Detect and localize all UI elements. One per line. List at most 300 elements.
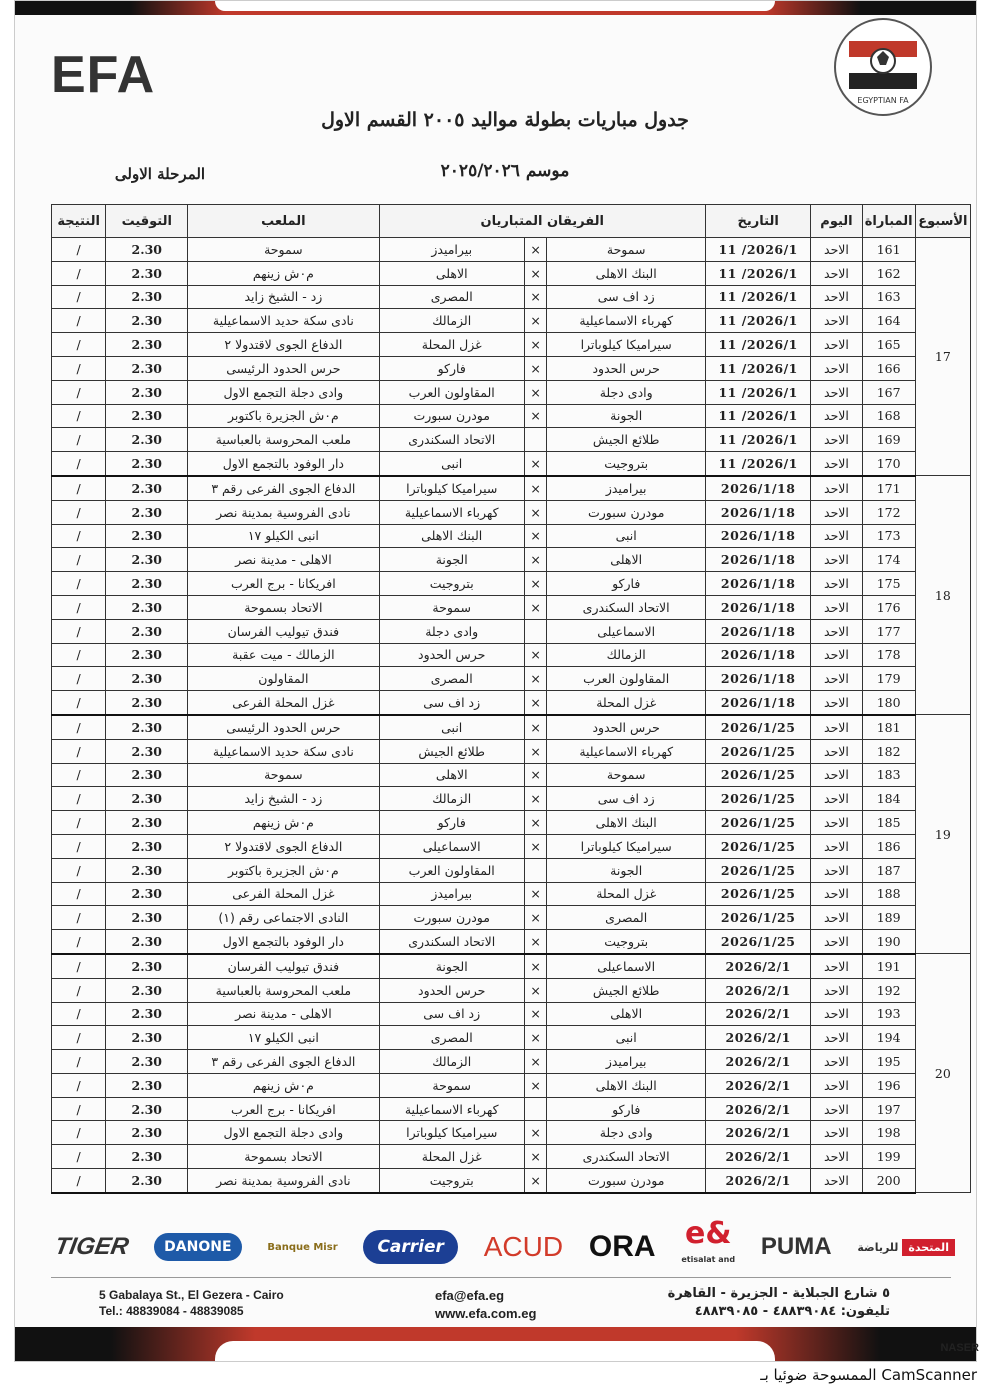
match-number: 180 xyxy=(862,691,915,715)
carrier-logo: Carrier xyxy=(363,1230,457,1264)
table-row xyxy=(52,811,971,835)
venue: م٠ش زينهم xyxy=(188,261,379,285)
match-number: 193 xyxy=(862,1002,915,1026)
away-team: الجونة xyxy=(379,954,524,978)
venue: ملعب المحروسة بالعباسية xyxy=(188,978,379,1002)
match-date: 2026/1/25 xyxy=(705,858,810,882)
bottom-color-band xyxy=(15,1327,976,1361)
col-week: الأسبوع xyxy=(915,205,970,238)
match-number: 192 xyxy=(862,978,915,1002)
match-day: الاحد xyxy=(811,380,862,404)
versus-mark: × xyxy=(524,500,547,524)
svg-text:EGYPTIAN FA: EGYPTIAN FA xyxy=(857,96,909,105)
match-number: 176 xyxy=(862,595,915,619)
away-team: البنك الاهلى xyxy=(379,524,524,548)
kickoff-time: 2.30 xyxy=(106,739,188,763)
tel-en-line: Tel.: 48839084 - 48839085 xyxy=(99,1304,244,1318)
table-row xyxy=(52,595,971,619)
efa-logo: EFA xyxy=(51,46,156,104)
footer-address-ar xyxy=(668,1285,890,1321)
venue: الاهلى - مدينة نصر xyxy=(188,1002,379,1026)
kickoff-time: 2.30 xyxy=(106,1073,188,1097)
match-day: الاحد xyxy=(811,500,862,524)
home-team: سموحة xyxy=(547,238,706,262)
venue: فندق تيوليب الفرسان xyxy=(188,954,379,978)
kickoff-time: 2.30 xyxy=(106,643,188,667)
table-row xyxy=(52,1050,971,1074)
table-row xyxy=(52,500,971,524)
match-date: 2026/1/25 xyxy=(705,882,810,906)
away-team: كهرباء الاسماعيلية xyxy=(379,1097,524,1121)
match-date: 2026/1/18 xyxy=(705,643,810,667)
venue: الدفاع الجوى لاقتدولا ٢ xyxy=(188,333,379,357)
match-day: الاحد xyxy=(811,906,862,930)
match-number: 179 xyxy=(862,667,915,691)
match-result: / xyxy=(52,811,106,835)
away-team: الاسماعيلى xyxy=(379,834,524,858)
versus-mark: × xyxy=(524,524,547,548)
united-sports-logo xyxy=(857,1239,955,1256)
match-date: 2026/2/1 xyxy=(705,978,810,1002)
match-number: 181 xyxy=(862,715,915,739)
kickoff-time: 2.30 xyxy=(106,452,188,476)
away-team: الزمالك xyxy=(379,309,524,333)
kickoff-time: 2.30 xyxy=(106,309,188,333)
versus-mark: × xyxy=(524,238,547,262)
match-number: 183 xyxy=(862,763,915,787)
match-date: 2026/1/18 xyxy=(705,524,810,548)
home-team: زد اف سى xyxy=(547,787,706,811)
banque-misr-logo: Banque Misr xyxy=(267,1241,338,1253)
match-date: 2026/2/1 xyxy=(705,1050,810,1074)
match-date: 2026/1/ 11 xyxy=(705,428,810,452)
table-row xyxy=(52,882,971,906)
home-team: بيراميدز xyxy=(547,476,706,500)
away-team: طلائع الجيش xyxy=(379,739,524,763)
match-result: / xyxy=(52,1073,106,1097)
match-day: الاحد xyxy=(811,834,862,858)
match-day: الاحد xyxy=(811,309,862,333)
match-date: 2026/1/25 xyxy=(705,811,810,835)
match-result: / xyxy=(52,1026,106,1050)
match-result: / xyxy=(52,356,106,380)
versus-mark: × xyxy=(524,1073,547,1097)
table-row xyxy=(52,978,971,1002)
kickoff-time: 2.30 xyxy=(106,667,188,691)
away-team: كهرباء الاسماعيلية xyxy=(379,500,524,524)
versus-mark: × xyxy=(524,1145,547,1169)
match-date: 2026/1/18 xyxy=(705,691,810,715)
etisalat-mark: e& xyxy=(684,1216,732,1251)
match-number: 177 xyxy=(862,619,915,643)
home-team: الاهلى xyxy=(547,548,706,572)
versus-mark xyxy=(524,1097,547,1121)
home-team: بتروجيت xyxy=(547,452,706,476)
match-day: الاحد xyxy=(811,356,862,380)
match-date: 2026/1/18 xyxy=(705,548,810,572)
kickoff-time: 2.30 xyxy=(106,1121,188,1145)
kickoff-time: 2.30 xyxy=(106,1002,188,1026)
table-row xyxy=(52,715,971,739)
match-date: 2026/1/ 11 xyxy=(705,261,810,285)
match-result: / xyxy=(52,619,106,643)
match-day: الاحد xyxy=(811,285,862,309)
away-team: زد اف سى xyxy=(379,691,524,715)
match-day: الاحد xyxy=(811,978,862,1002)
document-title: جدول مباريات بطولة مواليد ٢٠٠٥ القسم الاول xyxy=(321,109,689,131)
footer-contact xyxy=(435,1287,536,1323)
ora-logo: ORA xyxy=(588,1230,656,1263)
home-team: فاركو xyxy=(547,1097,706,1121)
venue: الدفاع الجوى لاقتدولا ٢ xyxy=(188,834,379,858)
venue: الزمالك - ميت عقبة xyxy=(188,643,379,667)
kickoff-time: 2.30 xyxy=(106,548,188,572)
versus-mark: × xyxy=(524,595,547,619)
versus-mark: × xyxy=(524,763,547,787)
venue: زد - الشيخ زايد xyxy=(188,285,379,309)
match-result: / xyxy=(52,834,106,858)
versus-mark: × xyxy=(524,667,547,691)
etisalat-sub: etisalat and xyxy=(681,1255,736,1264)
match-date: 2026/2/1 xyxy=(705,1073,810,1097)
match-day: الاحد xyxy=(811,404,862,428)
venue: م٠ش زينهم xyxy=(188,811,379,835)
match-number: 161 xyxy=(862,238,915,262)
footer-divider xyxy=(51,1277,951,1278)
match-date: 2026/2/1 xyxy=(705,954,810,978)
home-team: بيراميدز xyxy=(547,1050,706,1074)
match-date: 2026/1/ 11 xyxy=(705,333,810,357)
egyptian-fa-crest-icon xyxy=(827,13,939,121)
versus-mark: × xyxy=(524,1002,547,1026)
versus-mark: × xyxy=(524,1050,547,1074)
kickoff-time: 2.30 xyxy=(106,858,188,882)
table-row xyxy=(52,476,971,500)
table-row xyxy=(52,380,971,404)
match-result: / xyxy=(52,930,106,954)
away-team: الاتحاد السكندرى xyxy=(379,428,524,452)
address-en-line: 5 Gabalaya St., El Gezera - Cairo xyxy=(99,1288,284,1302)
match-result: / xyxy=(52,763,106,787)
match-day: الاحد xyxy=(811,858,862,882)
kickoff-time: 2.30 xyxy=(106,691,188,715)
match-number: 172 xyxy=(862,500,915,524)
match-number: 165 xyxy=(862,333,915,357)
match-result: / xyxy=(52,1121,106,1145)
versus-mark: × xyxy=(524,261,547,285)
match-number: 167 xyxy=(862,380,915,404)
match-result: / xyxy=(52,1169,106,1193)
match-day: الاحد xyxy=(811,739,862,763)
match-number: 178 xyxy=(862,643,915,667)
match-date: 2026/2/1 xyxy=(705,1169,810,1193)
away-team: سيراميكا كيلوباترا xyxy=(379,1121,524,1145)
match-result: / xyxy=(52,691,106,715)
match-date: 2026/1/25 xyxy=(705,739,810,763)
venue: نادى سكة حديد الاسماعيلية xyxy=(188,739,379,763)
home-team: حرس الحدود xyxy=(547,715,706,739)
match-result: / xyxy=(52,858,106,882)
match-number: 197 xyxy=(862,1097,915,1121)
match-number: 166 xyxy=(862,356,915,380)
kickoff-time: 2.30 xyxy=(106,1097,188,1121)
match-day: الاحد xyxy=(811,811,862,835)
match-number: 198 xyxy=(862,1121,915,1145)
match-result: / xyxy=(52,261,106,285)
away-team: الاتحاد السكندرى xyxy=(379,930,524,954)
col-date: التاريخ xyxy=(705,205,810,238)
kickoff-time: 2.30 xyxy=(106,428,188,452)
venue: الاهلى - مدينة نصر xyxy=(188,548,379,572)
versus-mark: × xyxy=(524,404,547,428)
table-row xyxy=(52,309,971,333)
table-row xyxy=(52,333,971,357)
home-team: الاتحاد السكندرى xyxy=(547,595,706,619)
match-date: 2026/1/25 xyxy=(705,930,810,954)
etisalat-logo xyxy=(681,1216,736,1273)
away-team: سيراميكا كيلوباترا xyxy=(379,476,524,500)
versus-mark xyxy=(524,428,547,452)
match-result: / xyxy=(52,1097,106,1121)
match-number: 189 xyxy=(862,906,915,930)
match-date: 2026/2/1 xyxy=(705,1145,810,1169)
table-row xyxy=(52,1169,971,1193)
venue: نادى الفروسية بمدينة نصر xyxy=(188,500,379,524)
match-result: / xyxy=(52,285,106,309)
match-day: الاحد xyxy=(811,261,862,285)
venue: سموحة xyxy=(188,763,379,787)
scanned-page xyxy=(14,0,977,1362)
table-row xyxy=(52,619,971,643)
kickoff-time: 2.30 xyxy=(106,763,188,787)
match-number: 174 xyxy=(862,548,915,572)
match-day: الاحد xyxy=(811,333,862,357)
match-number: 182 xyxy=(862,739,915,763)
venue: م٠ش الجزيرة باكتوبر xyxy=(188,404,379,428)
kickoff-time: 2.30 xyxy=(106,715,188,739)
away-team: المصرى xyxy=(379,285,524,309)
venue: غزل المحلة الفرعى xyxy=(188,691,379,715)
table-row xyxy=(52,404,971,428)
match-number: 195 xyxy=(862,1050,915,1074)
kickoff-time: 2.30 xyxy=(106,238,188,262)
away-team: بيراميدز xyxy=(379,238,524,262)
versus-mark: × xyxy=(524,978,547,1002)
versus-mark: × xyxy=(524,572,547,596)
kickoff-time: 2.30 xyxy=(106,787,188,811)
col-venue: الملعب xyxy=(188,205,379,238)
match-number: 170 xyxy=(862,452,915,476)
kickoff-time: 2.30 xyxy=(106,380,188,404)
website-link[interactable]: www.efa.com.eg xyxy=(435,1306,537,1321)
kickoff-time: 2.30 xyxy=(106,882,188,906)
match-day: الاحد xyxy=(811,787,862,811)
match-number: 175 xyxy=(862,572,915,596)
away-team: المقاولون العرب xyxy=(379,858,524,882)
match-date: 2026/2/1 xyxy=(705,1002,810,1026)
match-date: 2026/1/18 xyxy=(705,595,810,619)
puma-logo: PUMA xyxy=(760,1233,832,1260)
versus-mark: × xyxy=(524,906,547,930)
col-day: اليوم xyxy=(811,205,862,238)
match-date: 2026/1/18 xyxy=(705,667,810,691)
away-team: فاركو xyxy=(379,811,524,835)
match-number: 187 xyxy=(862,858,915,882)
kickoff-time: 2.30 xyxy=(106,595,188,619)
match-day: الاحد xyxy=(811,524,862,548)
match-date: 2026/2/1 xyxy=(705,1121,810,1145)
match-day: الاحد xyxy=(811,238,862,262)
versus-mark: × xyxy=(524,309,547,333)
table-row xyxy=(52,1002,971,1026)
match-day: الاحد xyxy=(811,548,862,572)
match-result: / xyxy=(52,882,106,906)
versus-mark: × xyxy=(524,739,547,763)
match-result: / xyxy=(52,906,106,930)
tel-ar-line: تليفون: ٤٨٨٣٩٠٨٤ - ٤٨٨٣٩٠٨٥ xyxy=(694,1304,890,1319)
match-result: / xyxy=(52,595,106,619)
match-number: 168 xyxy=(862,404,915,428)
venue: الدفاع الجوى الفرعى رقم ٣ xyxy=(188,1050,379,1074)
match-date: 2026/1/ 11 xyxy=(705,238,810,262)
versus-mark: × xyxy=(524,333,547,357)
venue: الاتحاد بسموحة xyxy=(188,595,379,619)
match-date: 2026/1/18 xyxy=(705,619,810,643)
match-result: / xyxy=(52,524,106,548)
versus-mark: × xyxy=(524,380,547,404)
match-result: / xyxy=(52,667,106,691)
email-link[interactable]: efa@efa.eg xyxy=(435,1288,505,1303)
week-number: 19 xyxy=(915,715,970,954)
footer-address-en xyxy=(99,1287,284,1319)
danone-logo: DANONE xyxy=(154,1233,241,1261)
home-team: المقاولون العرب xyxy=(547,667,706,691)
match-day: الاحد xyxy=(811,1097,862,1121)
kickoff-time: 2.30 xyxy=(106,978,188,1002)
table-row xyxy=(52,1026,971,1050)
match-result: / xyxy=(52,715,106,739)
match-day: الاحد xyxy=(811,476,862,500)
match-number: 191 xyxy=(862,954,915,978)
versus-mark: × xyxy=(524,1121,547,1145)
away-team: انبى xyxy=(379,452,524,476)
away-team: غزل المحلة xyxy=(379,1145,524,1169)
away-team: المصرى xyxy=(379,667,524,691)
venue: ملعب المحروسة بالعباسية xyxy=(188,428,379,452)
match-number: 188 xyxy=(862,882,915,906)
match-date: 2026/2/1 xyxy=(705,1097,810,1121)
home-team: انبى xyxy=(547,524,706,548)
home-team: الجونة xyxy=(547,858,706,882)
venue: دار الوفود بالتجمع الاول xyxy=(188,930,379,954)
week-number: 20 xyxy=(915,954,970,1193)
match-day: الاحد xyxy=(811,572,862,596)
match-number: 190 xyxy=(862,930,915,954)
table-row xyxy=(52,739,971,763)
venue: الدفاع الجوى الفرعى رقم ٣ xyxy=(188,476,379,500)
venue: افريكانا - برج العرب xyxy=(188,572,379,596)
match-date: 2026/1/25 xyxy=(705,763,810,787)
versus-mark xyxy=(524,619,547,643)
home-team: البنك الاهلى xyxy=(547,1073,706,1097)
home-team: الاهلى xyxy=(547,1002,706,1026)
venue: المقاولون xyxy=(188,667,379,691)
versus-mark: × xyxy=(524,1169,547,1193)
match-date: 2026/2/1 xyxy=(705,1026,810,1050)
week-number: 18 xyxy=(915,476,970,715)
match-date: 2026/1/18 xyxy=(705,476,810,500)
versus-mark: × xyxy=(524,1026,547,1050)
table-row xyxy=(52,261,971,285)
home-team: المصرى xyxy=(547,906,706,930)
match-day: الاحد xyxy=(811,1073,862,1097)
home-team: وادى دجلة xyxy=(547,380,706,404)
match-result: / xyxy=(52,238,106,262)
match-day: الاحد xyxy=(811,667,862,691)
home-team: طلائع الجيش xyxy=(547,978,706,1002)
camscanner-watermark: الممسوحة ضوئيا بـ CamScanner xyxy=(760,1366,977,1384)
kickoff-time: 2.30 xyxy=(106,524,188,548)
match-date: 2026/1/ 11 xyxy=(705,285,810,309)
away-team: الاهلى xyxy=(379,261,524,285)
united-sub: للرياضة xyxy=(857,1240,899,1254)
venue: حرس الحدود الرئيسى xyxy=(188,356,379,380)
table-header-row xyxy=(52,205,971,238)
kickoff-time: 2.30 xyxy=(106,261,188,285)
match-day: الاحد xyxy=(811,715,862,739)
versus-mark: × xyxy=(524,787,547,811)
match-day: الاحد xyxy=(811,691,862,715)
match-day: الاحد xyxy=(811,954,862,978)
match-number: 171 xyxy=(862,476,915,500)
match-day: الاحد xyxy=(811,1145,862,1169)
table-row xyxy=(52,954,971,978)
home-team: بتروجيت xyxy=(547,930,706,954)
home-team: سيراميكا كيلوباترا xyxy=(547,834,706,858)
match-result: / xyxy=(52,978,106,1002)
kickoff-time: 2.30 xyxy=(106,572,188,596)
venue: انبى الكيلو ١٧ xyxy=(188,524,379,548)
versus-mark: × xyxy=(524,954,547,978)
venue: م٠ش الجزيرة باكتوبر xyxy=(188,858,379,882)
kickoff-time: 2.30 xyxy=(106,1169,188,1193)
table-row xyxy=(52,524,971,548)
match-result: / xyxy=(52,548,106,572)
match-date: 2026/1/18 xyxy=(705,572,810,596)
kickoff-time: 2.30 xyxy=(106,906,188,930)
away-team: غزل المحلة xyxy=(379,333,524,357)
table-row xyxy=(52,691,971,715)
versus-mark: × xyxy=(524,882,547,906)
away-team: المصرى xyxy=(379,1026,524,1050)
match-number: 184 xyxy=(862,787,915,811)
venue: دار الوفود بالتجمع الاول xyxy=(188,452,379,476)
home-team: فاركو xyxy=(547,572,706,596)
table-row xyxy=(52,834,971,858)
kickoff-time: 2.30 xyxy=(106,500,188,524)
away-team: بتروجيت xyxy=(379,572,524,596)
kickoff-time: 2.30 xyxy=(106,811,188,835)
home-team: كهرباء الاسماعيلية xyxy=(547,739,706,763)
match-number: 173 xyxy=(862,524,915,548)
week-number: 17 xyxy=(915,238,970,476)
home-team: البنك الاهلى xyxy=(547,261,706,285)
venue: حرس الحدود الرئيسى xyxy=(188,715,379,739)
col-time: التوقيت xyxy=(106,205,188,238)
table-row xyxy=(52,428,971,452)
kickoff-time: 2.30 xyxy=(106,285,188,309)
kickoff-time: 2.30 xyxy=(106,404,188,428)
